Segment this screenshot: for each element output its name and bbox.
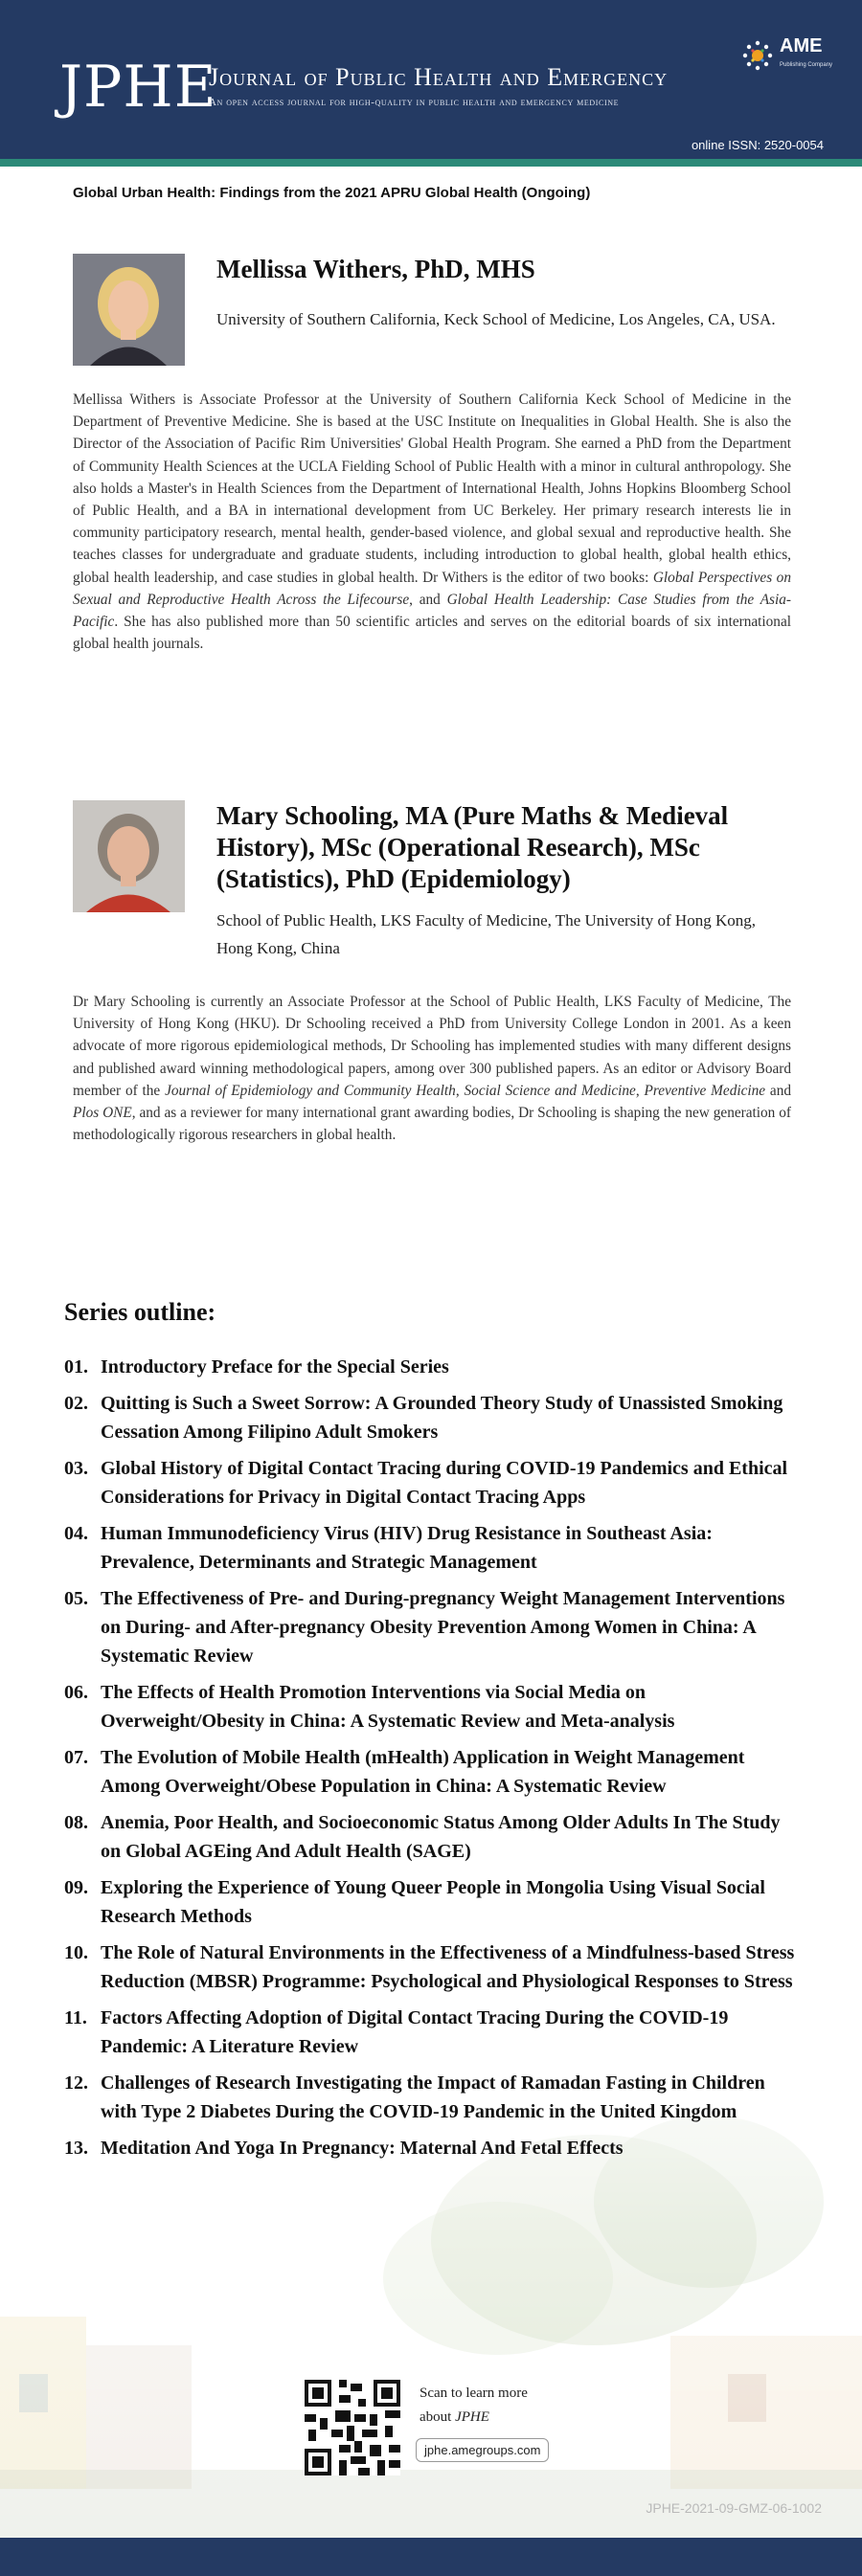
journal-subtitle: An open access journal for high-quality in public health and emergency medicine bbox=[209, 97, 620, 108]
outline-item-number: 07. bbox=[64, 1747, 88, 1768]
document-code: JPHE-2021-09-GMZ-06-1002 bbox=[646, 2500, 822, 2516]
outline-item-number: 02. bbox=[64, 1393, 88, 1414]
outline-item bbox=[64, 1389, 802, 1446]
outline-heading: Series outline: bbox=[64, 1298, 216, 1326]
outline-list bbox=[64, 1353, 802, 2170]
journal-title: Journal of Public Health and Emergency bbox=[209, 63, 669, 91]
outline-item-title: Challenges of Research Investigating the Impact of Ramadan Fasting in Children with Type 2 Diabetes During the COVID-19 Pandemic in the United Kingdom bbox=[101, 2072, 765, 2122]
outline-item bbox=[64, 2134, 802, 2162]
editor-affiliation: University of Southern California, Keck School of Medicine, Los Angeles, CA, USA. bbox=[216, 310, 776, 328]
outline-item-number: 09. bbox=[64, 1877, 88, 1898]
outline-item-title: Introductory Preface for the Special Series bbox=[101, 1356, 449, 1378]
outline-item-title: Factors Affecting Adoption of Digital Contact Tracing During the COVID-19 Pandemic: A Literature Review bbox=[101, 2007, 729, 2057]
publisher-name: AME Publishing Company bbox=[780, 35, 833, 68]
series-title: Global Urban Health: Findings from the 2021 APRU Global Health (Ongoing) bbox=[73, 185, 591, 201]
outline-item-title: Quitting is Such a Sweet Sorrow: A Grounded Theory Study of Unassisted Smoking Cessation Among Filipino Adult Smokers bbox=[101, 1393, 783, 1443]
outline-item bbox=[64, 2069, 802, 2126]
scan-caption: Scan to learn more about JPHE bbox=[420, 2386, 528, 2425]
publisher-dots-icon bbox=[741, 39, 774, 72]
outline-item bbox=[64, 1454, 802, 1512]
journal-url-link[interactable]: jphe.amegroups.com bbox=[416, 2438, 549, 2462]
outline-item-number: 01. bbox=[64, 1356, 88, 1378]
outline-item-number: 13. bbox=[64, 2138, 88, 2159]
outline-item-title: The Role of Natural Environments in the Effectiveness of a Mindfulness-based Stress Reduction (MBSR) Programme: Psychological and Physiological Responses to Stress bbox=[101, 1942, 795, 1992]
journal-header bbox=[0, 0, 862, 159]
outline-item bbox=[64, 2004, 802, 2061]
outline-item-title: The Evolution of Mobile Health (mHealth) Application in Weight Management Among Overweight/Obese Population in China: A Systematic Review bbox=[101, 1747, 745, 1797]
outline-item-title: Human Immunodeficiency Virus (HIV) Drug Resistance in Southeast Asia: Prevalence, Determinants and Strategic Management bbox=[101, 1523, 713, 1573]
outline-item-title: Exploring the Experience of Young Queer People in Mongolia Using Visual Social Research Methods bbox=[101, 1877, 765, 1927]
outline-item bbox=[64, 1743, 802, 1801]
outline-item-title: Anemia, Poor Health, and Socioeconomic Status Among Older Adults In The Study on Global AGEing And Adult Health (SAGE) bbox=[101, 1812, 781, 1862]
editor-bio: Mellissa Withers is Associate Professor at the University of Southern California Keck School of Medicine in the Department of Preventive Medicine. She is based at the USC Institute on Inequalities in Global Health. She is also the Director of the Association of Pacific Rim Universities' Global Health Program. She earned a PhD from the Department of Community Health Sciences at the UCLA Fielding School of Public Health with a minor in cultural anthropology. She also holds a Master's in Health Sciences from the Department of International Health, Johns Hopkins Bloomberg School of Public Health, and a BA in international development from UC Berkeley. Her primary research interests lie in community participatory research, mental health, gender-based violence, and global sexual and reproductive health. She teaches classes for undergraduate and graduate students, including introduction to global health, global health ethics, global health leadership, and case studies in global health. Dr Withers is the editor of two books: Global Perspectives on Sexual and Reproductive Health Across the Lifecourse, and Global Health Leadership: Case Studies from the Asia-Pacific. She has also published more than 50 scientific articles and serves on the editorial boards of six international global health journals. bbox=[73, 392, 792, 653]
outline-item-number: 04. bbox=[64, 1523, 88, 1544]
editor-affiliation: School of Public Health, LKS Faculty of Medicine, The University of Hong Kong, Hong Kong, China bbox=[216, 911, 756, 957]
qr-code-icon bbox=[305, 2380, 400, 2475]
editor-name: Mellissa Withers, PhD, MHS bbox=[216, 255, 535, 283]
issn: online ISSN: 2520-0054 bbox=[691, 138, 824, 152]
outline-item bbox=[64, 1353, 802, 1381]
editor-bio: Dr Mary Schooling is currently an Associate Professor at the School of Public Health, LKS Faculty of Medicine, The University of Hong Kong (HKU). Dr Schooling received a PhD from University College London in 2001. As a keen advocate of more rigorous epidemiological methods, Dr Schooling has implemented studies with many different designs and published award winning methodological papers, among over 300 published papers. As an editor or Advisory Board member of the Journal of Epidemiology and Community Health, Social Science and Medicine, Preventive Medicine and Plos ONE, and as a reviewer for many international grant awarding bodies, Dr Schooling is shaping the new generation of methodologically rigorous researchers in global health. bbox=[73, 994, 792, 1144]
outline-item-number: 11. bbox=[64, 2007, 87, 2028]
editor-photo-withers bbox=[73, 254, 185, 366]
outline-item-number: 05. bbox=[64, 1588, 88, 1609]
footer-bar bbox=[0, 2538, 862, 2576]
journal-logo: JPHE bbox=[59, 54, 217, 121]
outline-item bbox=[64, 1678, 802, 1736]
outline-item-number: 12. bbox=[64, 2072, 88, 2094]
outline-item bbox=[64, 1519, 802, 1577]
outline-item bbox=[64, 1808, 802, 1866]
outline-item bbox=[64, 1938, 802, 1996]
outline-item-number: 03. bbox=[64, 1458, 88, 1479]
outline-item-title: The Effects of Health Promotion Interventions via Social Media on Overweight/Obesity in China: A Systematic Review and Meta-analysis bbox=[101, 1682, 675, 1732]
outline-item-number: 08. bbox=[64, 1812, 88, 1833]
editor-name: Mary Schooling, MA (Pure Maths & Medieval History), MSc (Operational Research), MSc (Statistics), PhD (Epidemiology) bbox=[216, 801, 729, 893]
outline-item-title: The Effectiveness of Pre- and During-pregnancy Weight Management Interventions on During- and After-pregnancy Obesity Prevention Among Women in China: A Systematic Review bbox=[101, 1588, 785, 1667]
outline-item bbox=[64, 1584, 802, 1670]
publisher-logo bbox=[741, 36, 832, 75]
editor-photo-schooling bbox=[73, 800, 185, 912]
outline-item-number: 10. bbox=[64, 1942, 88, 1963]
outline-item bbox=[64, 1873, 802, 1931]
outline-item-title: Global History of Digital Contact Tracing during COVID-19 Pandemics and Ethical Considerations for Privacy in Digital Contact Tracing Apps bbox=[101, 1458, 788, 1508]
header-stripe bbox=[0, 159, 862, 167]
outline-item-title: Meditation And Yoga In Pregnancy: Maternal And Fetal Effects bbox=[101, 2138, 624, 2159]
outline-item-number: 06. bbox=[64, 1682, 88, 1703]
